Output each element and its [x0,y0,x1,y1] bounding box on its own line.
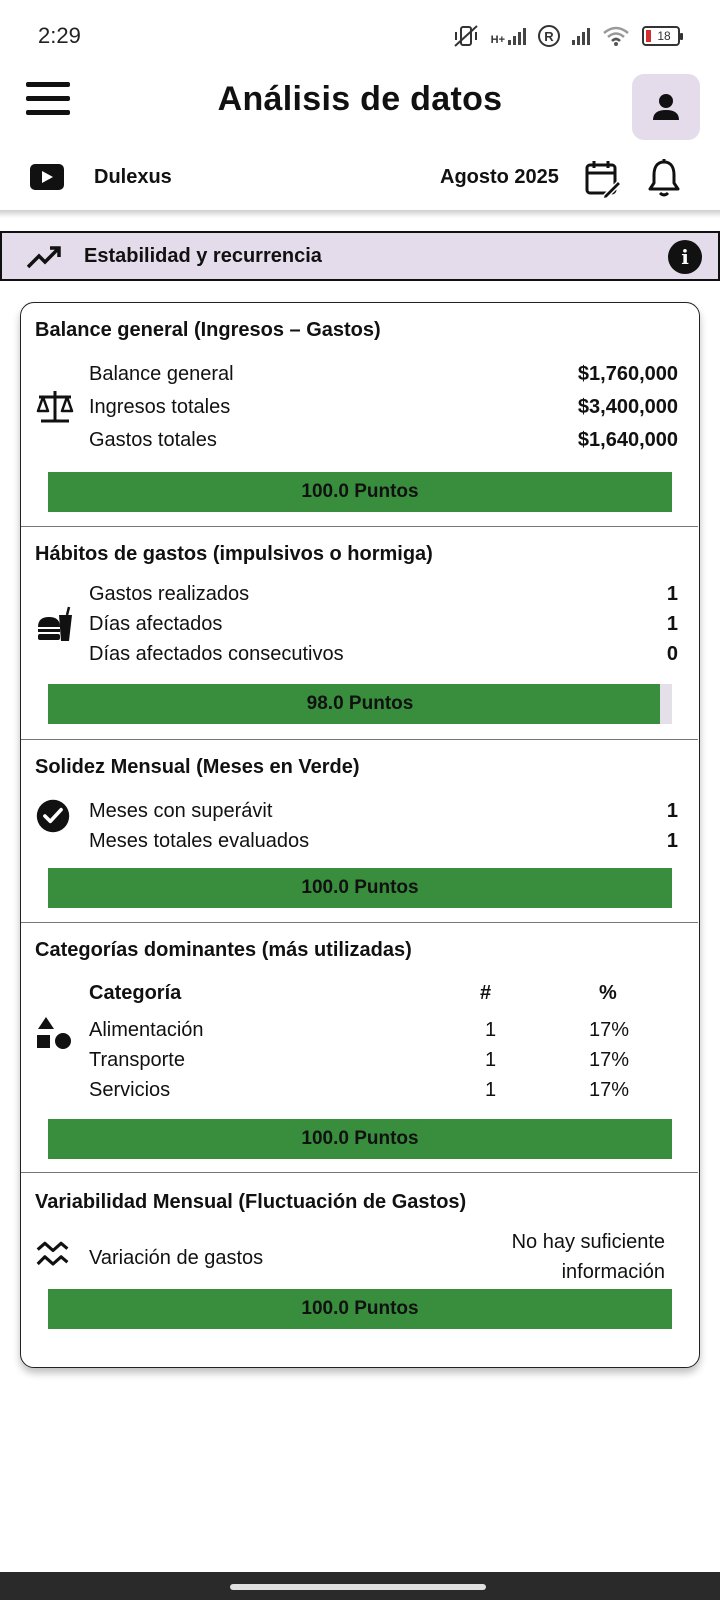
status-icons [453,24,680,48]
monthly-row-value: 1 [666,800,678,822]
shapes-icon [35,1015,75,1055]
habits-score: 98.0 Puntos [306,693,414,714]
notifications-button[interactable] [646,158,684,198]
habits-title: Hábitos de gastos (impulsivos o hormiga) [35,543,433,565]
home-gesture-handle[interactable] [230,1584,486,1590]
category-name: Servicios [89,1079,171,1101]
monthly-row-label: Meses con superávit [89,800,273,822]
battery-icon [642,26,680,46]
category-count: 1 [485,1049,497,1071]
play-icon [40,170,54,184]
category-count: 1 [485,1019,497,1041]
mobile-signal-1 [491,27,526,45]
header-shadow [0,210,720,218]
fastfood-icon [35,605,75,645]
section-label: Estabilidad y recurrencia [84,245,322,267]
calendar-button[interactable] [584,159,622,199]
period-label: Agosto 2025 [440,166,559,188]
info-icon: i [681,245,689,269]
roaming-badge: R [538,25,560,47]
signal-bars-icon [572,27,590,45]
balance-row-label: Balance general [89,363,234,385]
variability-value-line2: información [561,1261,665,1283]
status-bar [0,0,720,72]
income-row-value: $3,400,000 [577,396,678,418]
person-icon [651,92,681,122]
monthly-block [21,740,698,923]
info-button[interactable] [668,240,702,274]
scale-icon [35,387,75,427]
battery-level: 18 [657,29,671,43]
trending-up-icon [26,243,62,271]
balance-score: 100.0 Puntos [301,481,419,502]
habits-row-value: 0 [666,643,678,665]
category-header-percent: % [599,982,617,1004]
balance-title: Balance general (Ingresos – Gastos) [35,319,381,341]
monthly-title: Solidez Mensual (Meses en Verde) [35,756,360,778]
category-header-name: Categoría [89,982,182,1004]
status-time: 2:29 [38,23,81,48]
category-percent: 17% [589,1019,630,1041]
habits-row-value: 1 [666,583,678,605]
variability-score-bar [48,1289,672,1329]
category-name: Alimentación [89,1019,204,1041]
category-count: 1 [485,1079,497,1101]
variability-value-line1: No hay suficiente [511,1231,665,1253]
balance-block [21,303,698,527]
sub-header [0,150,720,212]
variability-block [21,1173,698,1367]
check-circle-icon [35,798,71,834]
app-bar [0,72,720,140]
habits-score-bar [48,684,672,724]
network-type-label: H+ [490,34,505,46]
expenses-row-label: Gastos totales [89,429,217,451]
habits-row-value: 1 [666,613,678,635]
profile-button[interactable] [632,74,700,140]
variability-title: Variabilidad Mensual (Fluctuación de Gastos) [35,1191,467,1213]
habits-row-label: Días afectados [89,613,223,635]
channel-name: Dulexus [94,166,172,188]
categories-score-bar [48,1119,672,1159]
monthly-row-value: 1 [666,830,678,852]
bell-icon [646,158,682,198]
category-header-count: # [480,982,492,1004]
category-percent: 17% [589,1079,630,1101]
analysis-card [20,302,700,1368]
wifi-icon [602,25,630,47]
expenses-row-value: $1,640,000 [577,429,678,451]
monthly-score: 100.0 Puntos [301,877,419,898]
calendar-edit-icon [584,159,622,199]
system-nav-bar [0,1572,720,1600]
habits-row-label: Gastos realizados [89,583,250,605]
category-name: Transporte [89,1049,185,1071]
habits-row-label: Días afectados consecutivos [89,643,344,665]
categories-block [21,923,698,1173]
zigzag-icon [35,1237,71,1273]
monthly-score-bar [48,868,672,908]
category-percent: 17% [589,1049,630,1071]
income-row-label: Ingresos totales [89,396,231,418]
categories-score: 100.0 Puntos [301,1128,419,1149]
section-band [0,231,720,281]
variability-score: 100.0 Puntos [301,1298,419,1319]
categories-title: Categorías dominantes (más utilizadas) [35,939,412,961]
balance-row-value: $1,760,000 [577,363,678,385]
monthly-row-label: Meses totales evaluados [89,830,310,852]
page-title: Análisis de datos [217,80,503,118]
signal-bars-icon [508,27,526,45]
habits-block [21,527,698,740]
channel-video-button[interactable] [30,164,64,190]
variability-label: Variación de gastos [89,1247,264,1269]
vibrate-muted-icon [453,24,479,48]
balance-score-bar [48,472,672,512]
